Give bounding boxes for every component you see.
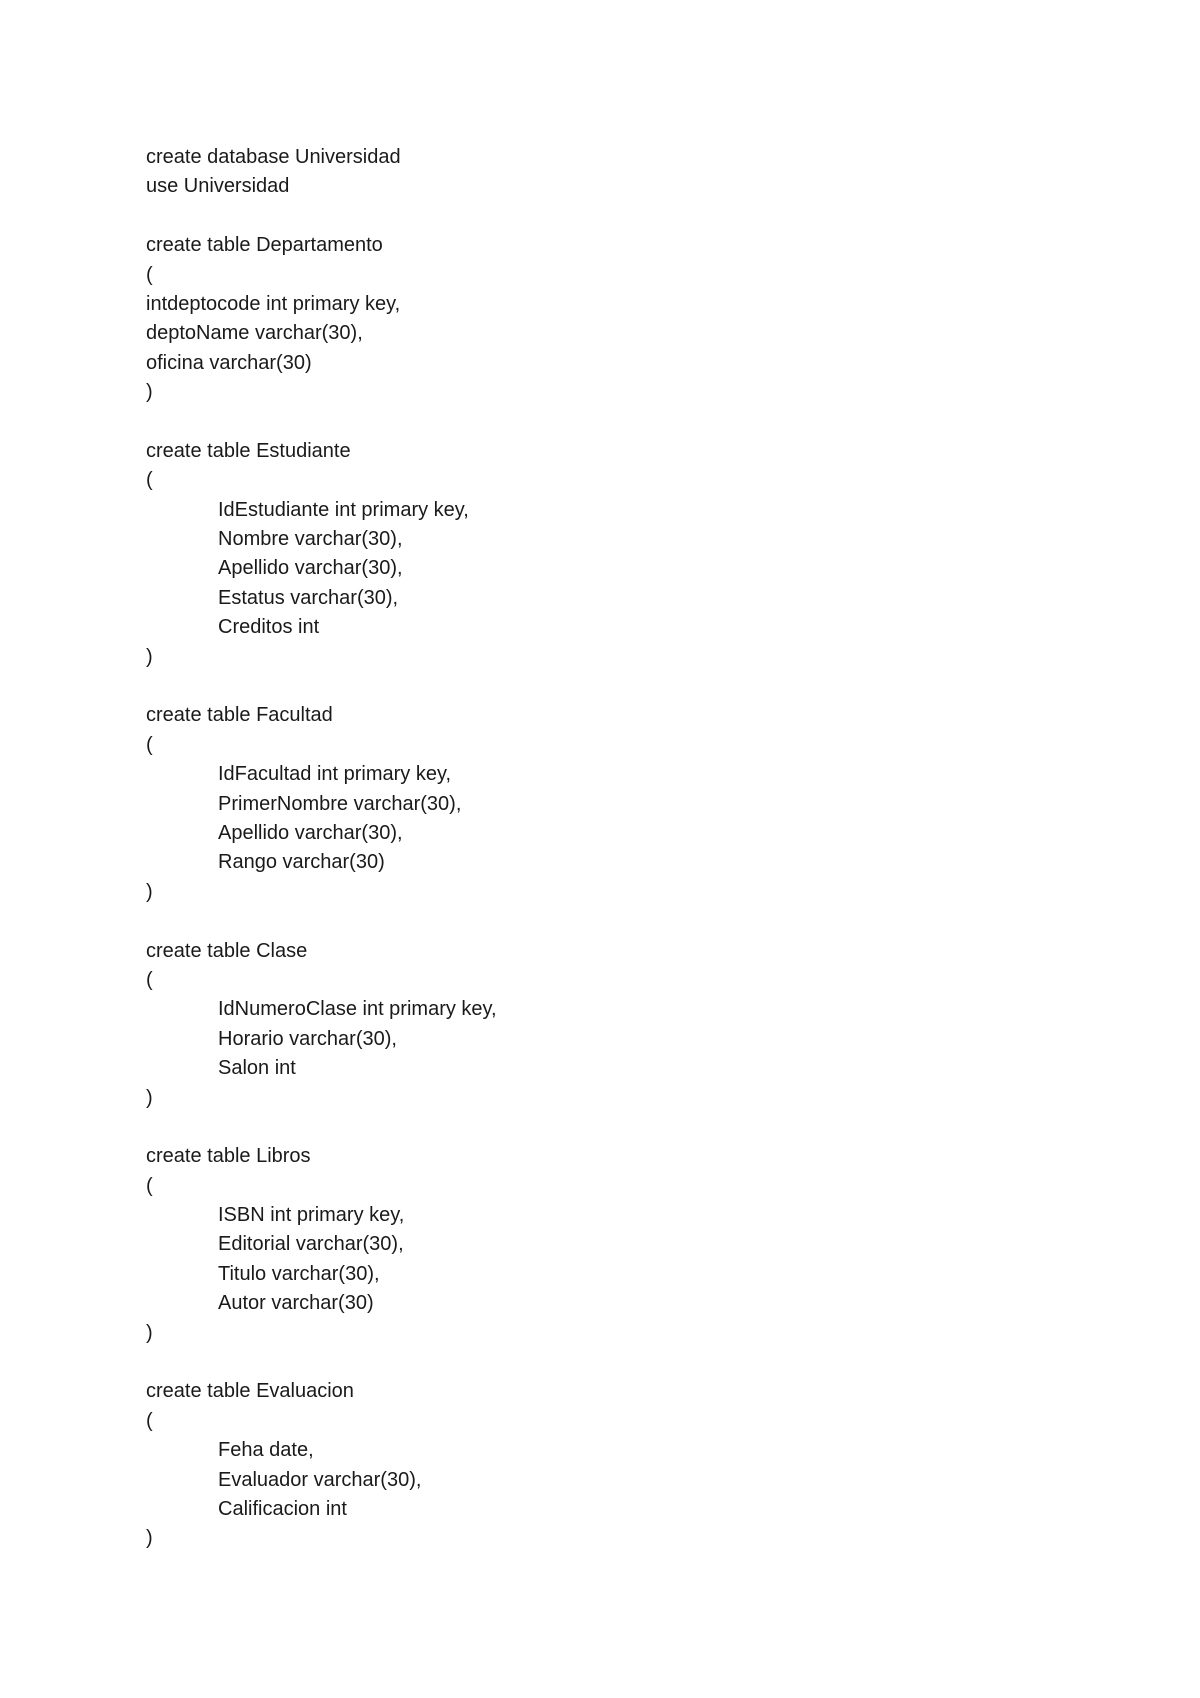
code-line: ( (146, 469, 153, 492)
code-line: ( (146, 733, 153, 756)
code-line: ISBN int primary key, (218, 1204, 405, 1227)
code-line: intdeptocode int primary key, (146, 292, 401, 315)
code-line: Apellido varchar(30), (218, 821, 403, 844)
code-line: create table Estudiante (146, 439, 351, 462)
code-line: create database Universidad (146, 146, 401, 168)
code-line: Apellido varchar(30), (218, 557, 403, 580)
code-line: Creditos int (218, 616, 320, 639)
code-line: ) (146, 1527, 153, 1550)
code-line: PrimerNombre varchar(30), (218, 792, 462, 815)
code-line: Autor varchar(30) (218, 1292, 374, 1315)
code-line: Editorial varchar(30), (218, 1233, 404, 1256)
code-line: ) (146, 1086, 153, 1109)
code-line: Salon int (218, 1057, 296, 1080)
code-line: Titulo varchar(30), (218, 1262, 380, 1285)
code-line: Horario varchar(30), (218, 1027, 397, 1050)
code-line: ( (146, 968, 153, 991)
code-line: ) (146, 381, 153, 404)
sql-script (146, 143, 1146, 1554)
code-line: Rango varchar(30) (218, 851, 385, 874)
blank-line (146, 408, 1146, 437)
code-line: Evaluador varchar(30), (218, 1468, 422, 1491)
code-line: IdFacultad int primary key, (218, 763, 452, 786)
code-line: Estatus varchar(30), (218, 586, 399, 609)
code-line: ( (146, 1174, 153, 1197)
blank-line (146, 1113, 1146, 1142)
code-line: Calificacion int (218, 1497, 347, 1520)
code-line: IdEstudiante int primary key, (218, 498, 469, 521)
code-line: ( (146, 1409, 153, 1432)
code-line: create table Evaluacion (146, 1380, 354, 1403)
code-line: use Universidad (146, 175, 290, 198)
blank-line (146, 672, 1146, 701)
code-line: create table Clase (146, 939, 308, 962)
code-line: ) (146, 880, 153, 903)
blank-line (146, 907, 1146, 936)
code-line: create table Departamento (146, 234, 383, 257)
blank-line (146, 202, 1146, 231)
code-line: Nombre varchar(30), (218, 528, 403, 551)
blank-line (146, 1348, 1146, 1377)
code-line: oficina varchar(30) (146, 351, 312, 374)
code-line: IdNumeroClase int primary key, (218, 998, 497, 1021)
code-line: deptoName varchar(30), (146, 322, 363, 345)
code-line: ( (146, 263, 153, 286)
code-line: create table Facultad (146, 704, 333, 727)
code-line: Feha date, (218, 1439, 314, 1462)
code-line: create table Libros (146, 1145, 311, 1168)
code-line: ) (146, 645, 153, 668)
code-line: ) (146, 1321, 153, 1344)
